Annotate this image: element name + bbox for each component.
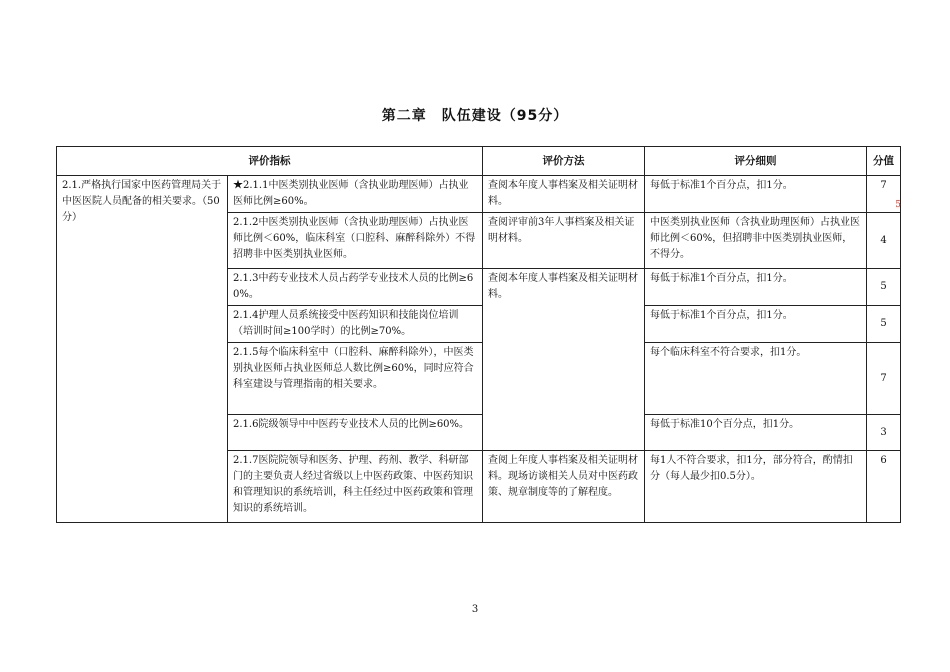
- indicator-cell: ★2.1.1中医类别执业医师（含执业助理医师）占执业医师比例≥60%。: [228, 176, 483, 213]
- score-cell: 5: [867, 269, 901, 306]
- table-row: [57, 176, 901, 213]
- method-cell: 查阅本年度人事档案及相关证明材料。: [483, 269, 645, 451]
- indicator-cell: 2.1.6院级领导中中医药专业技术人员的比例≥60%。: [228, 415, 483, 451]
- indicator-cell: 2.1.7医院院领导和医务、护理、药剂、教学、科研部门的主要负责人经过省级以上中医药政策、中医药知识和管理知识的系统培训，科主任经过中医药政策和管理知识的系统培训。: [228, 451, 483, 523]
- detail-cell: 每低于标准1个百分点，扣1分。: [645, 176, 867, 213]
- score-cell: 3: [867, 415, 901, 451]
- detail-cell: 每个临床科室不符合要求，扣1分。: [645, 343, 867, 415]
- table-header-row: [57, 147, 901, 176]
- score-value: 7: [880, 180, 887, 191]
- score-cell: 5: [867, 306, 901, 343]
- score-cell: 4: [867, 213, 901, 269]
- evaluation-table: [56, 146, 900, 523]
- detail-cell: 每1人不符合要求，扣1分，部分符合，酌情扣分（每人最少扣0.5分）。: [645, 451, 867, 523]
- indicator-cell: 2.1.4护理人员系统接受中医药知识和技能岗位培训（培训时间≥100学时）的比例≥70%。: [228, 306, 483, 343]
- score-cell: 6: [867, 451, 901, 523]
- header-detail: 评分细则: [645, 147, 867, 176]
- detail-cell: 每低于标准1个百分点，扣1分。: [645, 269, 867, 306]
- indicator-cell: 2.1.5每个临床科室中（口腔科、麻醉科除外），中医类别执业医师占执业医师总人数比例≥60%，同时应符合科室建设与管理指南的相关要求。: [228, 343, 483, 415]
- chapter-title: 第二章 队伍建设（95分）: [381, 108, 569, 124]
- indicator-cell: 2.1.2中医类别执业医师（含执业助理医师）占执业医师比例＜60%，临床科室（口腔科、麻醉科除外）不得招聘非中医类别执业医师。: [228, 213, 483, 269]
- detail-cell: 每低于标准1个百分点，扣1分。: [645, 306, 867, 343]
- header-score: 分值: [867, 147, 901, 176]
- detail-cell: 中医类别执业医师（含执业助理医师）占执业医师比例＜60%，但招聘非中医类别执业医师，不得分。: [645, 213, 867, 269]
- red-annotation-mark: 5: [895, 200, 901, 210]
- method-cell: 查阅上年度人事档案及相关证明材料。现场访谈相关人员对中医药政策、规章制度等的了解程度。: [483, 451, 645, 523]
- method-cell: 查阅本年度人事档案及相关证明材料。: [483, 176, 645, 213]
- score-cell: 7: [867, 343, 901, 415]
- indicator-cell: 2.1.3中药专业技术人员占药学专业技术人员的比例≥60%。: [228, 269, 483, 306]
- category-cell: 2.1.严格执行国家中医药管理局关于中医医院人员配备的相关要求。（50 分）: [57, 176, 228, 523]
- detail-cell: 每低于标准10个百分点，扣1分。: [645, 415, 867, 451]
- score-cell: [867, 176, 901, 213]
- header-method: 评价方法: [483, 147, 645, 176]
- header-indicator: 评价指标: [57, 147, 483, 176]
- method-cell: 查阅评审前3年人事档案及相关证明材料。: [483, 213, 645, 269]
- page-number: 3: [471, 604, 479, 615]
